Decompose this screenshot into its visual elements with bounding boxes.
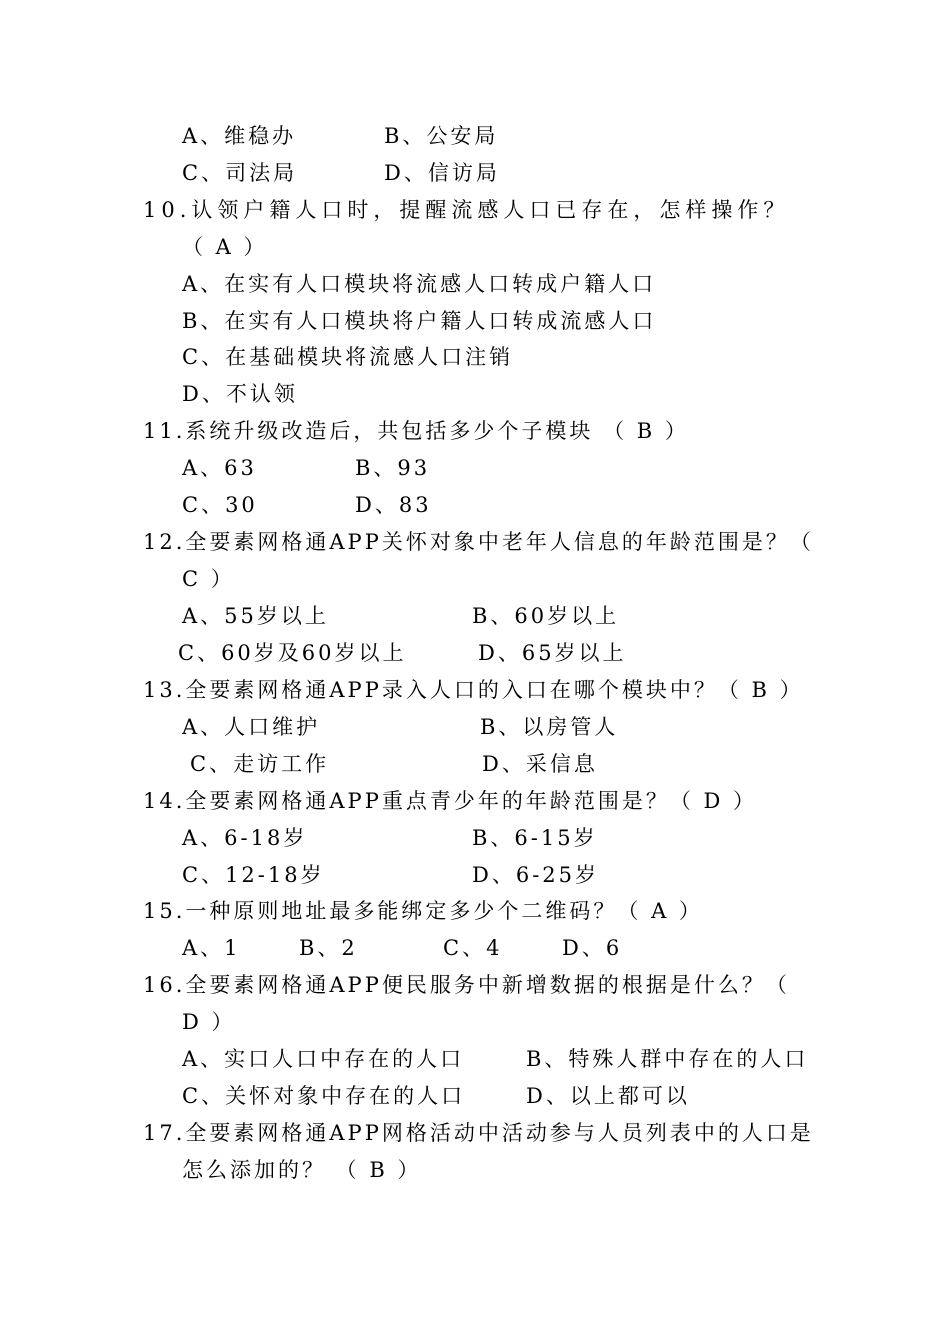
option-a: A、在实有人口模块将流感人口转成户籍人口: [182, 272, 657, 296]
question-15-text: 15.一种原则地址最多能绑定多少个二维码？（ A ）: [143, 899, 703, 923]
option-b: B、6-15岁: [472, 826, 598, 850]
question-16-answer: D ）: [182, 1010, 236, 1034]
question-10-text: 10.认领户籍人口时，提醒流感人口已存在，怎样操作？: [143, 198, 790, 222]
question-17-answer: 怎么添加的？ （ B ）: [182, 1158, 422, 1182]
option-b: B、特殊人群中存在的人口: [526, 1047, 809, 1071]
option-d: D、以上都可以: [526, 1084, 690, 1108]
option-d: D、采信息: [482, 752, 598, 776]
option-a: A、维稳办: [182, 124, 297, 148]
option-a: A、55岁以上: [182, 604, 329, 628]
question-12-text: 12.全要素网格通APP关怀对象中老年人信息的年龄范围是？（: [143, 530, 814, 554]
question-17-text: 17.全要素网格通APP网格活动中活动参与人员列表中的人口是: [143, 1121, 814, 1145]
question-10-answer: （ A ）: [182, 235, 268, 259]
option-a: A、6-18岁: [182, 826, 308, 850]
option-c: C、走访工作: [190, 752, 330, 776]
question-11-text: 11.系统升级改造后，共包括多少个子模块 （ B ）: [143, 419, 689, 443]
option-c: C、在基础模块将流感人口注销: [182, 345, 514, 369]
option-c: C、关怀对象中存在的人口: [182, 1084, 466, 1108]
option-d: D、83: [355, 493, 432, 517]
question-16-text: 16.全要素网格通APP便民服务中新增数据的根据是什么？（: [143, 973, 790, 997]
option-c: C、司法局: [182, 161, 298, 185]
option-c: C、30: [182, 493, 258, 517]
option-d: D、不认领: [182, 382, 298, 406]
option-d: D、65岁以上: [478, 641, 627, 665]
option-c: C、12-18岁: [182, 863, 325, 887]
option-d: D、信访局: [384, 161, 500, 185]
option-b: B、93: [355, 456, 431, 480]
option-b: B、公安局: [384, 124, 499, 148]
option-a: A、63: [182, 456, 257, 480]
option-d: D、6-25岁: [472, 863, 600, 887]
option-b: B、以房管人: [480, 715, 619, 739]
option-b: B、2: [299, 936, 358, 960]
option-c: C、4: [443, 936, 503, 960]
option-a: A、1: [182, 936, 241, 960]
option-b: B、60岁以上: [472, 604, 620, 628]
question-12-answer: C ）: [182, 567, 235, 591]
question-13-text: 13.全要素网格通APP录入人口的入口在哪个模块中？（ B ）: [143, 678, 804, 702]
question-14-text: 14.全要素网格通APP重点青少年的年龄范围是？（ D ）: [143, 789, 758, 813]
option-b: B、在实有人口模块将户籍人口转成流感人口: [182, 309, 657, 333]
option-a: A、实口人口中存在的人口: [182, 1047, 465, 1071]
option-c: C、60岁及60岁以上: [178, 641, 407, 665]
option-a: A、人口维护: [182, 715, 321, 739]
option-d: D、6: [562, 936, 623, 960]
